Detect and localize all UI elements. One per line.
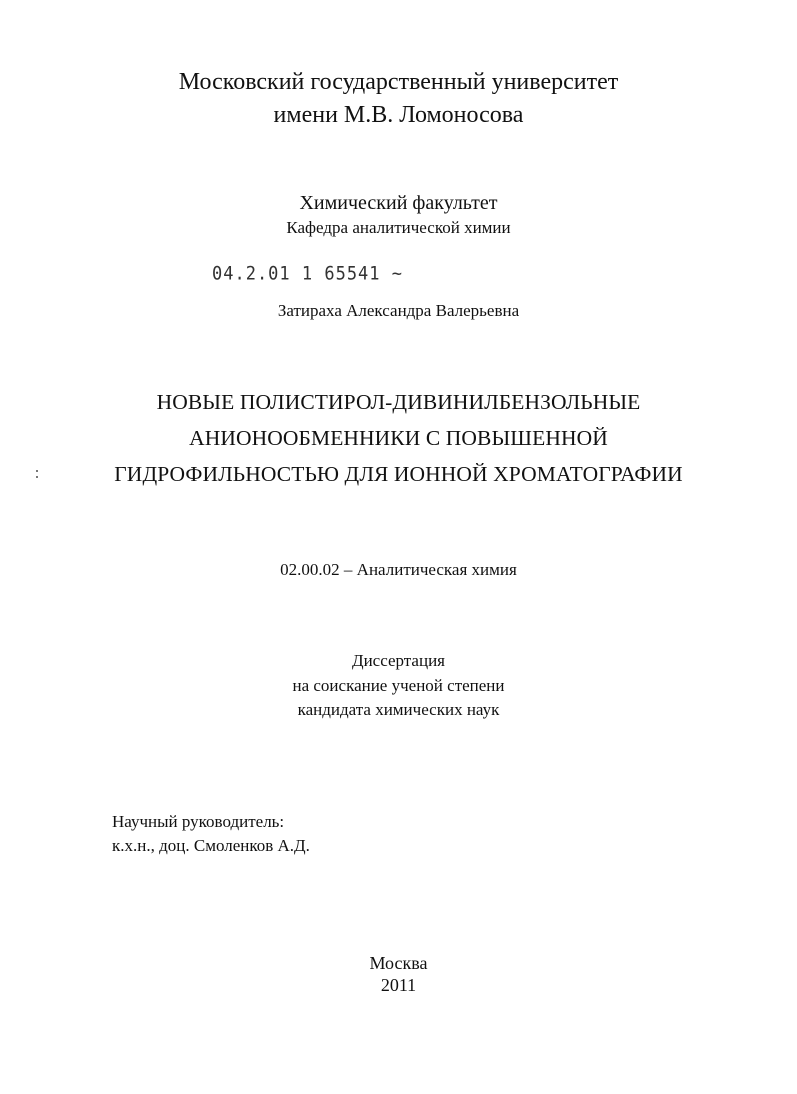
thesis-title-line2: АНИОНООБМЕННИКИ С ПОВЫШЕННОЙ <box>189 426 608 450</box>
specialty-code: 02.00.02 – Аналитическая химия <box>280 560 517 579</box>
department-name: Кафедра аналитической химии <box>286 218 511 237</box>
author-name: Затираха Александра Валерьевна <box>277 301 520 320</box>
scan-speck <box>36 470 38 472</box>
supervisor-name: к.х.н., доц. Смоленков А.Д. <box>112 836 310 855</box>
library-stamp-number: 04.2.01 1 65541 ~ <box>212 262 403 285</box>
year: 2011 <box>380 975 417 995</box>
thesis-title-line1: НОВЫЕ ПОЛИСТИРОЛ-ДИВИНИЛБЕНЗОЛЬНЫЕ <box>156 390 641 414</box>
degree-line1: Диссертация <box>351 651 445 670</box>
thesis-title-line3: ГИДРОФИЛЬНОСТЬЮ ДЛЯ ИОННОЙ ХРОМАТОГРАФИИ <box>114 462 683 486</box>
degree-line2: на соискание ученой степени <box>292 676 505 695</box>
city: Москва <box>369 953 428 973</box>
scan-speck <box>36 476 38 478</box>
supervisor-label: Научный руководитель: <box>112 812 285 831</box>
university-name-line1: Московский государственный университет <box>178 69 619 95</box>
degree-line3: кандидата химических наук <box>297 700 500 719</box>
faculty-name: Химический факультет <box>299 192 498 214</box>
university-name-line2: имени М.В. Ломоносова <box>273 102 524 128</box>
